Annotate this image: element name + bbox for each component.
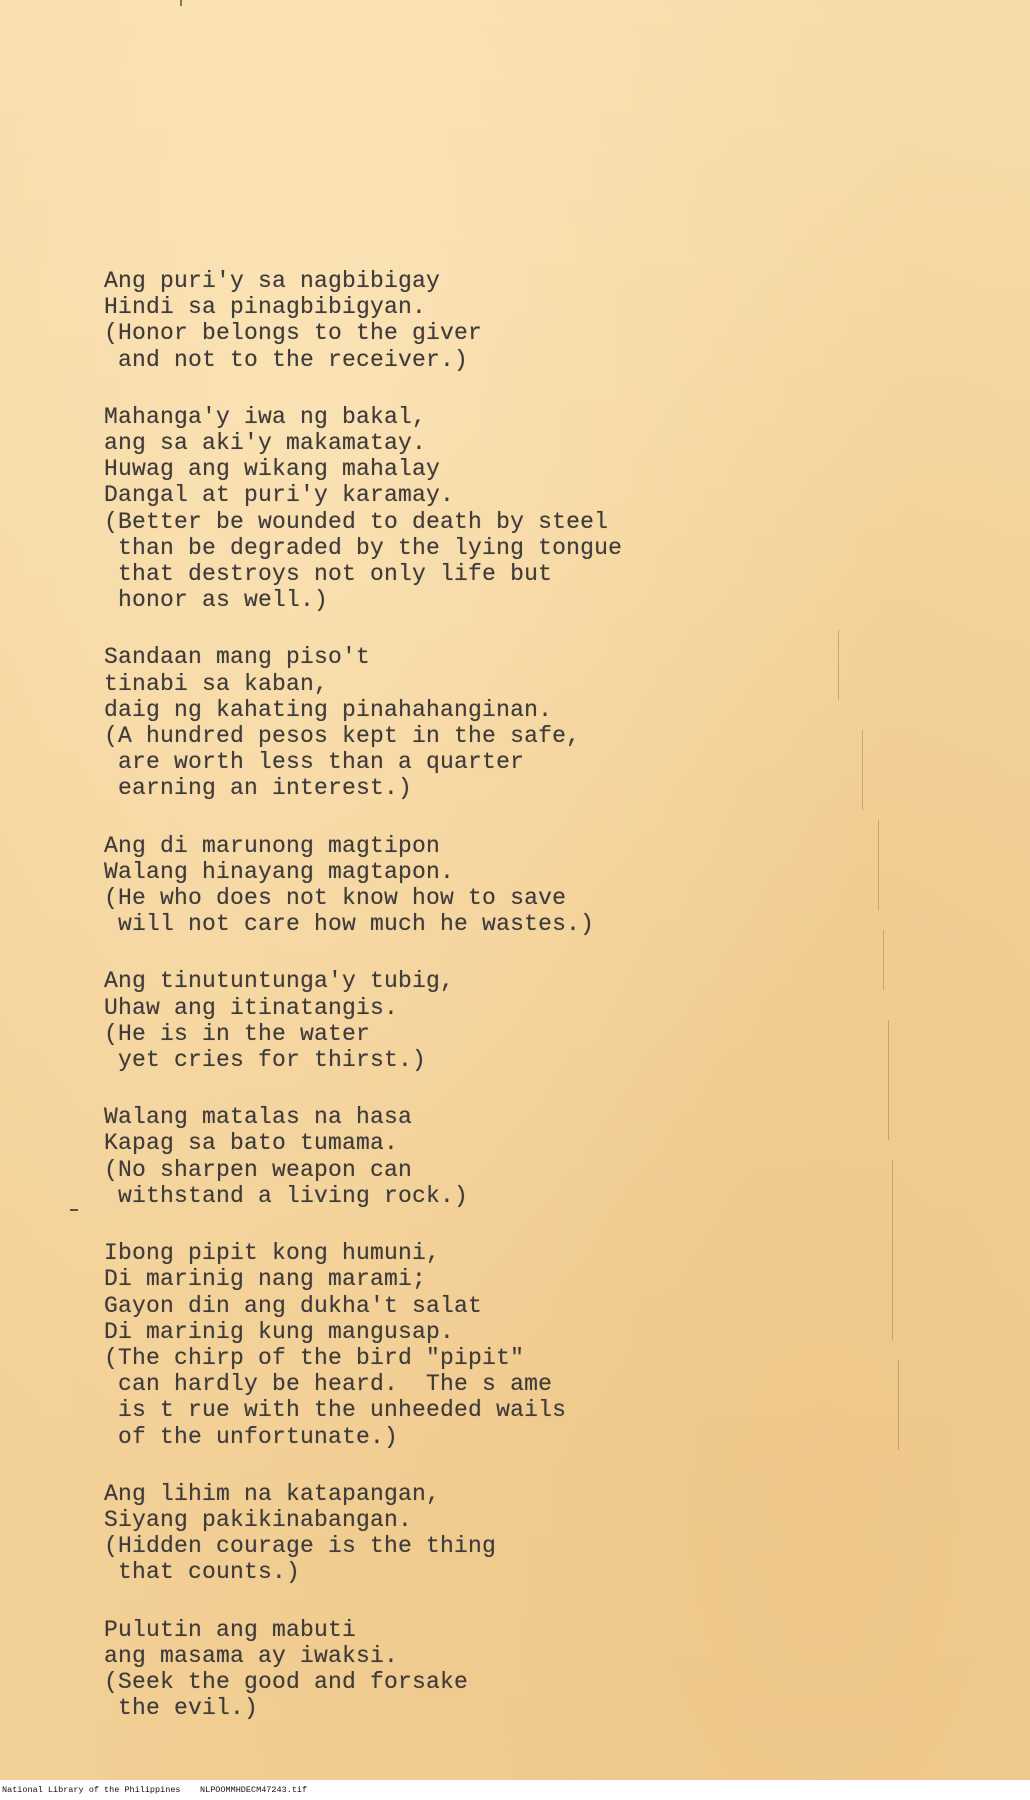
proverb-stanza	[104, 404, 804, 614]
proverb-line: Ang puri'y sa nagbibigay	[104, 268, 441, 294]
proverb-line: than be degraded by the lying tongue	[104, 534, 623, 561]
proverb-line: Ibong pipit kong humuni,	[104, 1240, 441, 1267]
proverb-line: Pulutin ang mabuti	[104, 1616, 357, 1643]
paper-crease-mark	[883, 930, 884, 990]
proverb-line: earning an interest.)	[104, 775, 413, 802]
scan-filename: NLPOOMMHDECM47243.tif	[200, 1785, 308, 1795]
proverb-line: Ang di marunong magtipon	[104, 832, 441, 859]
paper-crease-mark	[888, 1020, 889, 1140]
paper-crease-mark	[878, 820, 879, 910]
proverb-line: ang sa aki'y makamatay.	[104, 430, 427, 457]
proverb-line: that counts.)	[104, 1559, 301, 1586]
top-margin-mark	[180, 0, 182, 6]
proverb-line: Ang lihim na katapangan,	[104, 1480, 441, 1507]
proverb-line: Di marinig kung mangusap.	[104, 1318, 455, 1345]
proverb-stanza	[104, 268, 804, 373]
proverb-line: that destroys not only life but	[104, 561, 553, 588]
proverb-line: honor as well.)	[104, 587, 329, 614]
proverb-line: (Better be wounded to death by steel	[104, 508, 609, 535]
proverb-line: Di marinig nang marami;	[104, 1266, 427, 1293]
proverb-line: Uhaw ang itinatangis.	[104, 994, 399, 1021]
proverb-line: (He who does not know how to save	[104, 885, 567, 912]
proverb-line: (Honor belongs to the giver	[104, 320, 483, 347]
proverb-line: Gayon din ang dukha't salat	[104, 1292, 483, 1319]
proverb-line: withstand a living rock.)	[104, 1182, 469, 1209]
margin-dash	[70, 1209, 78, 1211]
proverb-line: (No sharpen weapon can	[104, 1156, 413, 1183]
proverb-line: (Seek the good and forsake	[104, 1668, 469, 1695]
library-credit: National Library of the Philippines	[2, 1785, 181, 1795]
proverb-line: ang masama ay iwaksi.	[104, 1642, 399, 1669]
proverb-line: Sandaan mang piso't	[104, 644, 371, 671]
paper-crease-mark	[862, 730, 863, 810]
proverb-stanza	[104, 1481, 804, 1586]
proverb-line: is t rue with the unheeded wails	[104, 1397, 567, 1424]
proverb-stanza	[104, 833, 804, 938]
proverb-line: Dangal at puri'y karamay.	[104, 482, 455, 509]
proverb-line: Mahanga'y iwa ng bakal,	[104, 403, 427, 430]
proverb-stanza	[104, 1104, 804, 1209]
paper-crease-mark	[892, 1160, 893, 1340]
proverb-stanza	[104, 1617, 804, 1722]
proverb-line: Hindi sa pinagbibigyan.	[104, 294, 427, 321]
proverb-line: Walang hinayang magtapon.	[104, 858, 455, 885]
proverb-stanza	[104, 644, 804, 801]
proverb-line: (The chirp of the bird "pipit"	[104, 1344, 525, 1371]
proverb-line: (Hidden courage is the thing	[104, 1533, 497, 1560]
proverb-line: Walang matalas na hasa	[104, 1104, 413, 1131]
proverb-stanza	[104, 968, 804, 1073]
proverb-line: Siyang pakikinabangan.	[104, 1506, 413, 1533]
proverb-line: will not care how much he wastes.)	[104, 911, 595, 938]
proverbs-text	[104, 268, 804, 1752]
scan-footer	[0, 1780, 1030, 1800]
proverb-line: (He is in the water	[104, 1020, 371, 1047]
proverb-line: can hardly be heard. The s ame	[104, 1371, 553, 1398]
proverb-stanza	[104, 1240, 804, 1450]
proverb-line: of the unfortunate.)	[104, 1423, 399, 1450]
proverb-line: (A hundred pesos kept in the safe,	[104, 723, 581, 750]
proverb-line: are worth less than a quarter	[104, 749, 525, 776]
proverb-line: Huwag ang wikang mahalay	[104, 456, 441, 483]
proverb-line: tinabi sa kaban,	[104, 670, 329, 697]
proverb-line: the evil.)	[104, 1695, 259, 1722]
paper-crease-mark	[838, 630, 839, 700]
proverb-line: Kapag sa bato tumama.	[104, 1130, 399, 1157]
proverb-line: and not to the receiver.)	[104, 346, 469, 373]
paper-crease-mark	[898, 1360, 899, 1450]
proverb-line: Ang tinutuntunga'y tubig,	[104, 968, 455, 995]
proverb-line: yet cries for thirst.)	[104, 1047, 427, 1074]
proverb-line: daig ng kahating pinahahanginan.	[104, 696, 553, 723]
